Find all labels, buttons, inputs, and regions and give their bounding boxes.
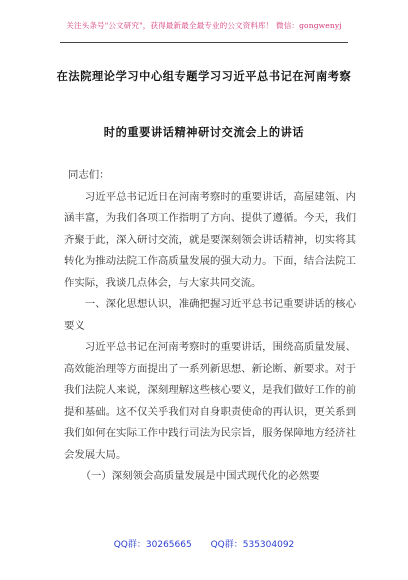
subsection-heading-1: （一）深刻领会高质量发展是中国式现代化的必然要 [80, 470, 320, 482]
footer-qq-group-2: QQ群：535304092 [210, 540, 295, 550]
footer [0, 537, 408, 550]
document-title-line-2: 时的重要讲话精神研讨交流会上的讲话 [103, 125, 305, 139]
section-heading-1: 一、深化思想认识，准确把握习近平总书记重要讲话的核心要义 [64, 298, 356, 332]
header-banner: 关注头条号"公文研究"，获得最新最全最专业的公文资料库！ 微信：gongwenyj [66, 21, 342, 30]
paragraph-intro: 习近平总书记近日在河南考察时的重要讲话，高屋建瓴、内涵丰富，为我们各项工作指明了方向、提供了遵循。今天，我们齐聚于此，深入研讨交流，就是要深刻领会讲话精神，切实将其转化为推动法院工作高质量发展的强大动力。下面，结合法院工作实际，我谈几点体会，与大家共同交流。 [64, 190, 356, 289]
paragraph-section-1: 习近平总书记在河南考察时的重要讲话，围绕高质量发展、高效能治理等方面提出了一系列新思想、新论断、新要求。对于我们法院人来说，深刻理解这些核心要义，是我们做好工作的前提和基础。这不仅关乎我们对自身职责使命的再认识，更关系到我们如何在实际工作中践行司法为民宗旨，服务保障地方经济社会发展大局。 [64, 341, 356, 461]
footer-qq-group-1: QQ群：30265665 [113, 540, 192, 550]
header-divider [60, 42, 348, 43]
salutation: 同志们： [68, 169, 110, 181]
document-body [64, 165, 356, 488]
document-title-line-1: 在法院理论学习中心组专题学习习近平总书记在河南考察 [56, 69, 352, 83]
